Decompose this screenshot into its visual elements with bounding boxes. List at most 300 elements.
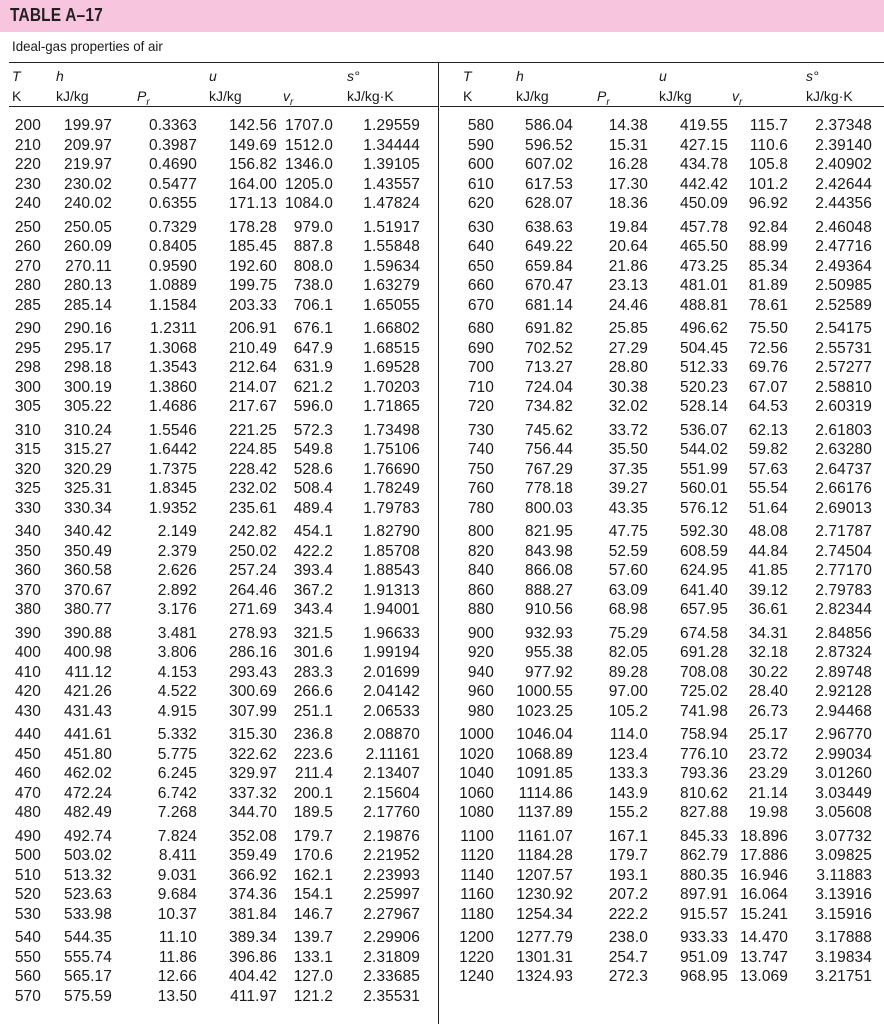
left-cell-s: 1.39105 — [363, 156, 420, 173]
left-cell-h: 315.27 — [63, 441, 112, 458]
left-cell-vr: 321.5 — [293, 624, 333, 642]
left-cell-vr: 343.4 — [293, 601, 333, 618]
right-cell-Pr: 155.2 — [608, 804, 648, 821]
right-cell-s: 2.47716 — [815, 238, 872, 255]
right-cell-u: 741.98 — [679, 702, 728, 720]
right-cell-vr: 13.069 — [739, 968, 788, 985]
left-cell-s: 2.21952 — [363, 847, 420, 864]
left-cell-u: 329.97 — [228, 765, 277, 782]
right-cell-Pr: 16.28 — [608, 156, 648, 173]
left-cell-T: 300 — [14, 378, 41, 396]
left-cell-u: 366.92 — [228, 866, 277, 884]
left-cell-T: 470 — [14, 784, 41, 802]
right-cell-vr: 19.98 — [748, 804, 788, 821]
right-cell-Pr: 75.29 — [608, 624, 648, 642]
right-cell-vr: 81.89 — [748, 277, 788, 294]
left-cell-h: 451.80 — [63, 745, 112, 763]
left-cell-h: 533.98 — [63, 905, 112, 923]
right-cell-u: 708.08 — [679, 663, 728, 681]
left-cell-vr: 572.3 — [293, 421, 333, 439]
right-cell-vr: 32.18 — [748, 644, 788, 661]
right-cell-Pr: 35.50 — [608, 441, 648, 458]
right-cell-s: 3.11883 — [816, 866, 872, 884]
left-cell-u: 228.42 — [228, 460, 277, 478]
right-cell-vr: 21.14 — [748, 784, 788, 802]
right-cell-h: 586.04 — [524, 117, 573, 134]
left-cell-vr: 189.5 — [293, 804, 333, 821]
header-bottom-rule-right — [440, 106, 884, 107]
right-cell-s: 2.89748 — [815, 663, 872, 681]
right-cell-s: 2.79783 — [815, 581, 872, 599]
right-cell-h: 691.82 — [524, 320, 573, 337]
left-cell-vr: 170.6 — [293, 847, 333, 864]
left-header-s-unit: kJ/kg·K — [347, 88, 394, 104]
left-cell-s: 1.51917 — [363, 218, 420, 236]
right-cell-h: 1230.92 — [516, 886, 573, 903]
right-cell-Pr: 272.3 — [608, 968, 648, 985]
left-cell-T: 315 — [14, 441, 41, 458]
left-cell-h: 325.31 — [63, 480, 112, 497]
left-cell-Pr: 4.915 — [157, 702, 197, 720]
left-header-u-unit: kJ/kg — [209, 88, 242, 104]
right-cell-Pr: 19.84 — [608, 218, 648, 236]
right-cell-Pr: 24.46 — [608, 296, 648, 314]
right-cell-T: 880 — [467, 601, 494, 618]
right-cell-T: 800 — [467, 523, 494, 540]
right-cell-h: 607.02 — [524, 156, 573, 173]
right-cell-u: 915.57 — [679, 905, 728, 923]
right-header-h-unit: kJ/kg — [516, 88, 549, 104]
left-cell-h: 575.59 — [63, 987, 112, 1005]
left-cell-s: 2.27967 — [363, 905, 420, 923]
right-cell-Pr: 254.7 — [608, 948, 648, 966]
left-cell-vr: 549.8 — [293, 441, 333, 458]
right-cell-u: 536.07 — [679, 421, 728, 439]
left-cell-u: 210.49 — [228, 339, 277, 357]
right-cell-Pr: 63.09 — [608, 581, 648, 599]
left-cell-vr: 1512.0 — [284, 136, 333, 154]
right-cell-vr: 41.85 — [748, 562, 788, 579]
right-cell-Pr: 82.05 — [608, 644, 648, 661]
right-cell-s: 2.96770 — [815, 726, 872, 743]
left-cell-u: 206.91 — [228, 320, 277, 337]
right-cell-Pr: 193.1 — [608, 866, 648, 884]
left-cell-h: 411.12 — [65, 663, 112, 681]
right-header-Pr-subscript: r — [606, 96, 610, 108]
left-cell-Pr: 2.149 — [157, 523, 197, 540]
right-cell-h: 713.27 — [524, 359, 573, 376]
right-cell-s: 2.52589 — [815, 296, 872, 314]
left-cell-vr: 200.1 — [293, 784, 333, 802]
left-cell-vr: 738.0 — [293, 277, 333, 294]
left-cell-s: 1.79783 — [363, 499, 420, 517]
right-cell-Pr: 114.0 — [609, 726, 648, 743]
left-cell-T: 310 — [14, 421, 41, 439]
left-header-T-unit: K — [12, 88, 22, 104]
right-cell-s: 2.77170 — [815, 562, 872, 579]
left-cell-vr: 251.1 — [293, 702, 333, 720]
left-cell-u: 235.61 — [228, 499, 277, 517]
left-cell-s: 1.73498 — [363, 421, 420, 439]
left-cell-Pr: 0.8405 — [148, 238, 197, 255]
left-cell-s: 2.13407 — [363, 765, 420, 782]
right-cell-u: 427.15 — [679, 136, 728, 154]
right-cell-s: 3.05608 — [815, 804, 872, 821]
right-cell-T: 1140 — [460, 866, 494, 884]
left-cell-Pr: 0.3363 — [148, 117, 197, 134]
right-cell-vr: 48.08 — [748, 523, 788, 540]
right-cell-s: 2.69013 — [815, 499, 872, 517]
left-cell-Pr: 2.379 — [157, 542, 197, 560]
left-cell-s: 2.29906 — [363, 929, 420, 946]
right-cell-s: 2.40902 — [815, 156, 872, 173]
right-cell-s: 2.39140 — [815, 136, 872, 154]
left-cell-Pr: 0.4690 — [148, 156, 197, 173]
right-cell-Pr: 167.1 — [608, 827, 648, 845]
right-cell-u: 608.59 — [679, 542, 728, 560]
left-cell-h: 462.02 — [63, 765, 112, 782]
right-cell-T: 860 — [467, 581, 494, 599]
left-cell-vr: 1084.0 — [284, 195, 333, 212]
left-cell-vr: 266.6 — [293, 683, 333, 700]
right-cell-h: 1091.85 — [516, 765, 573, 782]
left-cell-Pr: 5.332 — [157, 726, 197, 743]
right-cell-Pr: 179.7 — [608, 847, 648, 864]
right-cell-T: 1120 — [460, 847, 494, 864]
left-cell-T: 410 — [14, 663, 41, 681]
left-cell-h: 350.49 — [63, 542, 112, 560]
left-cell-u: 307.99 — [228, 702, 277, 720]
left-cell-h: 544.35 — [63, 929, 112, 946]
left-cell-vr: 489.4 — [293, 499, 333, 517]
right-cell-Pr: 207.2 — [608, 886, 648, 903]
right-cell-s: 2.37348 — [815, 117, 872, 134]
right-cell-Pr: 14.38 — [608, 117, 648, 134]
left-cell-u: 381.84 — [228, 905, 277, 923]
right-cell-u: 434.78 — [679, 156, 728, 173]
right-cell-s: 2.63280 — [815, 441, 872, 458]
left-cell-Pr: 7.824 — [157, 827, 197, 845]
left-cell-T: 240 — [14, 195, 41, 212]
left-cell-T: 450 — [14, 745, 41, 763]
left-cell-Pr: 9.684 — [157, 886, 197, 903]
right-cell-vr: 55.54 — [748, 480, 788, 497]
left-cell-vr: 422.2 — [293, 542, 333, 560]
left-cell-h: 380.77 — [63, 601, 112, 618]
left-cell-h: 441.61 — [63, 726, 112, 743]
right-cell-h: 1161.07 — [517, 827, 573, 845]
right-cell-h: 1184.28 — [517, 847, 573, 864]
left-cell-s: 1.43557 — [363, 175, 420, 193]
left-cell-h: 492.74 — [63, 827, 112, 845]
right-cell-s: 2.94468 — [815, 702, 872, 720]
right-cell-h: 745.62 — [524, 421, 573, 439]
left-cell-T: 325 — [14, 480, 41, 497]
right-cell-Pr: 25.85 — [608, 320, 648, 337]
left-cell-T: 220 — [14, 156, 41, 173]
right-cell-T: 640 — [467, 238, 494, 255]
right-cell-h: 866.08 — [524, 562, 573, 579]
left-cell-s: 1.69528 — [363, 359, 420, 376]
left-cell-s: 2.31809 — [363, 948, 420, 966]
right-cell-h: 778.18 — [524, 480, 573, 497]
right-cell-h: 702.52 — [524, 339, 573, 357]
left-cell-u: 203.33 — [228, 296, 277, 314]
left-cell-u: 404.42 — [228, 968, 277, 985]
left-cell-h: 270.11 — [65, 257, 112, 275]
right-cell-T: 590 — [467, 136, 494, 154]
left-cell-T: 570 — [14, 987, 41, 1005]
left-cell-u: 257.24 — [228, 562, 277, 579]
right-cell-u: 691.28 — [679, 644, 728, 661]
left-cell-u: 374.36 — [228, 886, 277, 903]
left-cell-s: 1.66802 — [363, 320, 420, 337]
left-cell-u: 344.70 — [228, 804, 277, 821]
left-header-vr: $v_r$ — [283, 88, 294, 108]
left-cell-T: 530 — [14, 905, 41, 923]
right-cell-T: 660 — [467, 277, 494, 294]
right-cell-s: 2.74504 — [815, 542, 872, 560]
right-cell-s: 2.54175 — [815, 320, 872, 337]
left-cell-Pr: 11.10 — [158, 929, 197, 946]
right-cell-T: 900 — [467, 624, 494, 642]
right-cell-u: 880.35 — [679, 866, 728, 884]
left-cell-T: 298 — [14, 359, 41, 376]
left-cell-s: 2.25997 — [363, 886, 420, 903]
left-cell-h: 230.02 — [63, 175, 112, 193]
right-cell-T: 1060 — [459, 784, 494, 802]
right-cell-u: 465.50 — [679, 238, 728, 255]
right-cell-u: 442.42 — [679, 175, 728, 193]
left-cell-Pr: 11.86 — [158, 948, 197, 966]
right-cell-h: 888.27 — [524, 581, 573, 599]
right-header-T-unit: K — [463, 88, 473, 104]
right-cell-T: 690 — [467, 339, 494, 357]
right-cell-T: 1040 — [459, 765, 494, 782]
right-cell-T: 600 — [467, 156, 494, 173]
left-cell-s: 1.99194 — [363, 644, 420, 661]
right-cell-h: 910.56 — [524, 601, 573, 618]
right-cell-u: 951.09 — [679, 948, 728, 966]
right-header-u: u — [659, 68, 667, 84]
right-cell-T: 610 — [467, 175, 494, 193]
right-cell-u: 641.40 — [679, 581, 728, 599]
right-cell-Pr: 21.86 — [608, 257, 648, 275]
left-cell-h: 298.18 — [63, 359, 112, 376]
left-cell-s: 1.75106 — [363, 441, 420, 458]
right-cell-u: 674.58 — [679, 624, 728, 642]
right-cell-Pr: 30.38 — [608, 378, 648, 396]
right-cell-s: 2.46048 — [815, 218, 872, 236]
right-cell-vr: 44.84 — [748, 542, 788, 560]
left-cell-vr: 808.0 — [293, 257, 333, 275]
left-cell-s: 1.91313 — [363, 581, 420, 599]
left-cell-T: 510 — [14, 866, 41, 884]
right-cell-h: 843.98 — [524, 542, 573, 560]
left-cell-h: 390.88 — [63, 624, 112, 642]
left-cell-s: 2.33685 — [363, 968, 420, 985]
right-cell-u: 793.36 — [679, 765, 728, 782]
left-cell-u: 322.62 — [228, 745, 277, 763]
left-cell-T: 560 — [14, 968, 41, 985]
left-cell-T: 305 — [14, 398, 41, 415]
right-cell-s: 2.61803 — [815, 421, 872, 439]
left-cell-vr: 631.9 — [293, 359, 333, 376]
right-cell-vr: 78.61 — [748, 296, 788, 314]
right-cell-s: 2.49364 — [815, 257, 872, 275]
right-cell-vr: 115.7 — [749, 117, 788, 134]
left-cell-vr: 236.8 — [293, 726, 333, 743]
right-cell-T: 730 — [467, 421, 494, 439]
left-cell-T: 200 — [14, 117, 41, 134]
left-cell-vr: 133.1 — [293, 948, 333, 966]
right-cell-T: 1160 — [460, 886, 494, 903]
left-header-s: s° — [347, 68, 360, 84]
right-cell-T: 680 — [467, 320, 494, 337]
right-cell-s: 3.07732 — [815, 827, 872, 845]
right-cell-Pr: 33.72 — [608, 421, 648, 439]
right-cell-h: 1277.79 — [516, 929, 573, 946]
right-cell-Pr: 20.64 — [608, 238, 648, 255]
right-cell-s: 2.87324 — [815, 644, 872, 661]
left-cell-h: 431.43 — [63, 702, 112, 720]
left-cell-u: 212.64 — [228, 359, 277, 376]
right-cell-Pr: 133.3 — [608, 765, 648, 782]
left-cell-Pr: 1.5546 — [148, 421, 197, 439]
left-cell-Pr: 8.411 — [158, 847, 197, 864]
left-cell-h: 280.13 — [63, 277, 112, 294]
right-cell-s: 2.58810 — [815, 378, 872, 396]
right-cell-h: 596.52 — [524, 136, 573, 154]
left-cell-Pr: 0.7329 — [148, 218, 197, 236]
right-cell-vr: 17.886 — [739, 847, 788, 864]
left-cell-vr: 621.2 — [293, 378, 333, 396]
right-cell-h: 734.82 — [524, 398, 573, 415]
right-cell-s: 2.55731 — [815, 339, 872, 357]
left-cell-s: 2.17760 — [363, 804, 420, 821]
left-cell-T: 285 — [14, 296, 41, 314]
left-cell-u: 315.30 — [228, 726, 277, 743]
left-cell-h: 209.97 — [63, 136, 112, 154]
left-cell-Pr: 4.522 — [157, 683, 197, 700]
right-cell-u: 862.79 — [679, 847, 728, 864]
left-cell-Pr: 5.775 — [157, 745, 197, 763]
right-cell-s: 3.17888 — [815, 929, 872, 946]
left-cell-T: 350 — [14, 542, 41, 560]
left-cell-u: 214.07 — [228, 378, 277, 396]
right-cell-T: 720 — [467, 398, 494, 415]
left-cell-vr: 393.4 — [293, 562, 333, 579]
right-cell-u: 528.14 — [679, 398, 728, 415]
left-cell-T: 320 — [14, 460, 41, 478]
right-cell-u: 624.95 — [679, 562, 728, 579]
left-cell-T: 210 — [14, 136, 41, 154]
right-cell-h: 1254.34 — [516, 905, 573, 923]
right-cell-Pr: 47.75 — [608, 523, 648, 540]
right-cell-T: 670 — [467, 296, 494, 314]
left-cell-T: 230 — [14, 175, 41, 193]
right-cell-T: 840 — [467, 562, 494, 579]
right-cell-u: 450.09 — [679, 195, 728, 212]
right-cell-u: 481.01 — [679, 277, 728, 294]
left-cell-h: 400.98 — [63, 644, 112, 661]
left-cell-h: 360.58 — [63, 562, 112, 579]
left-cell-Pr: 1.4686 — [148, 398, 197, 415]
left-cell-Pr: 9.031 — [157, 866, 197, 884]
right-cell-h: 1324.93 — [516, 968, 573, 985]
left-cell-u: 178.28 — [228, 218, 277, 236]
right-cell-vr: 28.40 — [748, 683, 788, 700]
right-cell-s: 3.21751 — [815, 968, 872, 985]
right-cell-Pr: 23.13 — [608, 277, 648, 294]
right-cell-Pr: 52.59 — [608, 542, 648, 560]
right-cell-u: 845.33 — [679, 827, 728, 845]
right-cell-T: 630 — [467, 218, 494, 236]
right-cell-vr: 67.07 — [748, 378, 788, 396]
left-cell-u: 149.69 — [228, 136, 277, 154]
left-cell-T: 330 — [14, 499, 41, 517]
right-cell-vr: 16.064 — [739, 886, 788, 903]
right-cell-vr: 69.76 — [748, 359, 788, 376]
right-cell-Pr: 27.29 — [608, 339, 648, 357]
right-cell-u: 968.95 — [679, 968, 728, 985]
left-cell-vr: 596.0 — [293, 398, 333, 415]
left-cell-s: 1.71865 — [363, 398, 420, 415]
right-cell-Pr: 32.02 — [608, 398, 648, 415]
right-cell-u: 473.25 — [679, 257, 728, 275]
right-cell-s: 2.84856 — [815, 624, 872, 642]
right-cell-T: 820 — [467, 542, 494, 560]
left-cell-vr: 454.1 — [293, 523, 333, 540]
right-cell-T: 1240 — [459, 968, 494, 985]
left-cell-T: 380 — [14, 601, 41, 618]
left-cell-s: 2.35531 — [363, 987, 420, 1005]
right-cell-vr: 23.72 — [748, 745, 788, 763]
right-cell-u: 776.10 — [679, 745, 728, 763]
right-cell-T: 760 — [467, 480, 494, 497]
left-cell-Pr: 10.37 — [157, 905, 197, 923]
right-cell-T: 780 — [467, 499, 494, 517]
right-cell-Pr: 57.60 — [608, 562, 648, 579]
right-cell-h: 756.44 — [524, 441, 573, 458]
right-cell-s: 2.50985 — [815, 277, 872, 294]
left-cell-h: 250.05 — [63, 218, 112, 236]
right-cell-T: 960 — [467, 683, 494, 700]
left-cell-s: 2.11161 — [365, 745, 420, 763]
left-cell-T: 550 — [14, 948, 41, 966]
right-cell-u: 725.02 — [679, 683, 728, 700]
right-cell-h: 932.93 — [524, 624, 573, 642]
left-cell-u: 242.82 — [228, 523, 277, 540]
right-cell-vr: 26.73 — [748, 702, 788, 720]
right-cell-s: 3.09825 — [815, 847, 872, 864]
left-cell-u: 221.25 — [228, 421, 277, 439]
right-cell-h: 1301.31 — [516, 948, 573, 966]
right-cell-h: 670.47 — [524, 277, 573, 294]
left-cell-u: 271.69 — [228, 601, 277, 618]
left-cell-u: 232.02 — [228, 480, 277, 497]
right-cell-vr: 105.8 — [748, 156, 788, 173]
left-cell-h: 310.24 — [63, 421, 112, 439]
left-cell-Pr: 2.626 — [157, 562, 197, 579]
left-cell-s: 1.88543 — [363, 562, 420, 579]
left-cell-u: 396.86 — [228, 948, 277, 966]
left-cell-Pr: 1.1584 — [148, 296, 197, 314]
left-cell-vr: 1346.0 — [284, 156, 333, 173]
left-cell-Pr: 1.3860 — [148, 378, 197, 396]
right-cell-h: 1207.57 — [516, 866, 573, 884]
left-cell-s: 1.70203 — [363, 378, 420, 396]
